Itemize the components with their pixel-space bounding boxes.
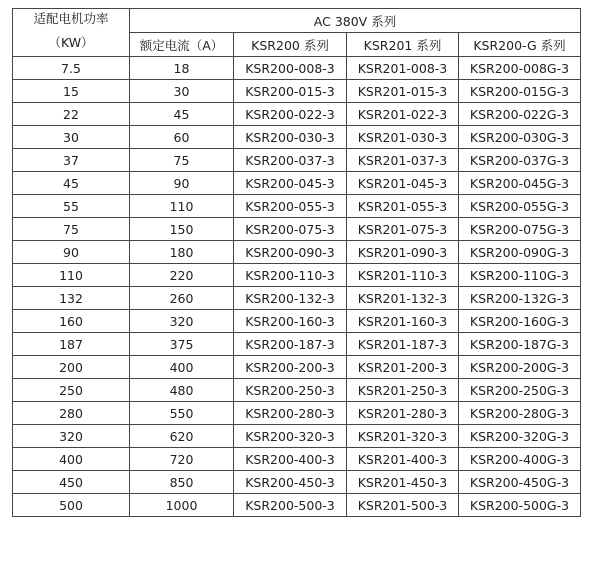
rated-current-cell: 150 (130, 218, 234, 241)
table-row (13, 264, 581, 287)
ksr200-model-cell: KSR200-045-3 (234, 172, 347, 195)
rated-current-cell: 220 (130, 264, 234, 287)
header-row-1 (13, 9, 581, 33)
ksr200g-model-cell: KSR200-008G-3 (459, 57, 581, 80)
ksr201-model-cell: KSR201-187-3 (347, 333, 459, 356)
ksr200g-model-cell: KSR200-022G-3 (459, 103, 581, 126)
table-row (13, 287, 581, 310)
rated-current-cell: 18 (130, 57, 234, 80)
ksr200g-model-cell: KSR200-250G-3 (459, 379, 581, 402)
table-row (13, 218, 581, 241)
ksr200g-model-cell: KSR200-320G-3 (459, 425, 581, 448)
rated-current-cell: 90 (130, 172, 234, 195)
table-header (13, 9, 581, 57)
ksr201-model-cell: KSR201-450-3 (347, 471, 459, 494)
motor-power-cell: 22 (13, 103, 130, 126)
table-row (13, 310, 581, 333)
ksr200g-model-cell: KSR200-132G-3 (459, 287, 581, 310)
ksr201-model-cell: KSR201-280-3 (347, 402, 459, 425)
motor-power-cell: 250 (13, 379, 130, 402)
rated-current-header: 额定电流（A） (130, 33, 234, 57)
ksr200-model-cell: KSR200-055-3 (234, 195, 347, 218)
ksr200-model-cell: KSR200-500-3 (234, 494, 347, 517)
ksr200g-model-cell: KSR200-030G-3 (459, 126, 581, 149)
ksr201-model-cell: KSR201-090-3 (347, 241, 459, 264)
ksr200-model-cell: KSR200-280-3 (234, 402, 347, 425)
rated-current-cell: 850 (130, 471, 234, 494)
motor-power-cell: 320 (13, 425, 130, 448)
ksr201-model-cell: KSR201-037-3 (347, 149, 459, 172)
series-header-ksr200g: KSR200-G 系列 (459, 33, 581, 57)
ksr200g-model-cell: KSR200-075G-3 (459, 218, 581, 241)
series-header-ksr201: KSR201 系列 (347, 33, 459, 57)
rated-current-cell: 180 (130, 241, 234, 264)
ksr200g-model-cell: KSR200-055G-3 (459, 195, 581, 218)
ksr200-model-cell: KSR200-320-3 (234, 425, 347, 448)
rated-current-cell: 1000 (130, 494, 234, 517)
ksr200g-model-cell: KSR200-160G-3 (459, 310, 581, 333)
ksr201-model-cell: KSR201-250-3 (347, 379, 459, 402)
rated-current-cell: 480 (130, 379, 234, 402)
ksr201-model-cell: KSR201-132-3 (347, 287, 459, 310)
rated-current-cell: 375 (130, 333, 234, 356)
motor-power-cell: 500 (13, 494, 130, 517)
table-row (13, 80, 581, 103)
ksr201-model-cell: KSR201-500-3 (347, 494, 459, 517)
ksr200g-model-cell: KSR200-280G-3 (459, 402, 581, 425)
motor-power-cell: 75 (13, 218, 130, 241)
ksr200-model-cell: KSR200-132-3 (234, 287, 347, 310)
motor-power-cell: 200 (13, 356, 130, 379)
rated-current-cell: 320 (130, 310, 234, 333)
ksr201-model-cell: KSR201-320-3 (347, 425, 459, 448)
motor-power-header (13, 9, 130, 57)
ksr201-model-cell: KSR201-110-3 (347, 264, 459, 287)
ksr200g-model-cell: KSR200-015G-3 (459, 80, 581, 103)
motor-power-cell: 187 (13, 333, 130, 356)
table-row (13, 126, 581, 149)
motor-power-cell: 55 (13, 195, 130, 218)
ksr201-model-cell: KSR201-015-3 (347, 80, 459, 103)
ksr200-model-cell: KSR200-450-3 (234, 471, 347, 494)
ksr200-model-cell: KSR200-400-3 (234, 448, 347, 471)
motor-power-cell: 160 (13, 310, 130, 333)
spec-table-wrapper (12, 8, 581, 517)
ksr200-model-cell: KSR200-030-3 (234, 126, 347, 149)
rated-current-cell: 620 (130, 425, 234, 448)
ksr200-model-cell: KSR200-022-3 (234, 103, 347, 126)
table-row (13, 402, 581, 425)
motor-power-cell: 450 (13, 471, 130, 494)
ksr200-model-cell: KSR200-250-3 (234, 379, 347, 402)
motor-power-unit: （KW） (48, 35, 94, 50)
ksr200g-model-cell: KSR200-090G-3 (459, 241, 581, 264)
ksr200g-model-cell: KSR200-187G-3 (459, 333, 581, 356)
ksr201-model-cell: KSR201-160-3 (347, 310, 459, 333)
ksr200-model-cell: KSR200-200-3 (234, 356, 347, 379)
ksr200-model-cell: KSR200-075-3 (234, 218, 347, 241)
motor-power-cell: 37 (13, 149, 130, 172)
motor-power-cell: 45 (13, 172, 130, 195)
ksr201-model-cell: KSR201-400-3 (347, 448, 459, 471)
motor-power-cell: 132 (13, 287, 130, 310)
series-header-ksr200: KSR200 系列 (234, 33, 347, 57)
ksr200-model-cell: KSR200-037-3 (234, 149, 347, 172)
table-row (13, 333, 581, 356)
ksr200g-model-cell: KSR200-200G-3 (459, 356, 581, 379)
table-row (13, 448, 581, 471)
rated-current-cell: 260 (130, 287, 234, 310)
ksr200g-model-cell: KSR200-500G-3 (459, 494, 581, 517)
ksr200g-model-cell: KSR200-037G-3 (459, 149, 581, 172)
motor-power-cell: 7.5 (13, 57, 130, 80)
rated-current-cell: 110 (130, 195, 234, 218)
table-row (13, 195, 581, 218)
table-row (13, 379, 581, 402)
motor-power-cell: 280 (13, 402, 130, 425)
rated-current-cell: 30 (130, 80, 234, 103)
ksr200g-model-cell: KSR200-400G-3 (459, 448, 581, 471)
table-row (13, 172, 581, 195)
rated-current-cell: 45 (130, 103, 234, 126)
motor-power-cell: 400 (13, 448, 130, 471)
table-row (13, 471, 581, 494)
ksr201-model-cell: KSR201-075-3 (347, 218, 459, 241)
ksr200-model-cell: KSR200-090-3 (234, 241, 347, 264)
table-row (13, 103, 581, 126)
ksr200-model-cell: KSR200-015-3 (234, 80, 347, 103)
motor-power-cell: 90 (13, 241, 130, 264)
ksr200g-model-cell: KSR200-110G-3 (459, 264, 581, 287)
motor-power-title: 适配电机功率 (33, 11, 109, 26)
ksr201-model-cell: KSR201-045-3 (347, 172, 459, 195)
rated-current-cell: 400 (130, 356, 234, 379)
ksr200g-model-cell: KSR200-450G-3 (459, 471, 581, 494)
ksr200-model-cell: KSR200-187-3 (234, 333, 347, 356)
ksr201-model-cell: KSR201-030-3 (347, 126, 459, 149)
ksr201-model-cell: KSR201-008-3 (347, 57, 459, 80)
ac-group-header: AC 380V 系列 (130, 9, 581, 33)
table-row (13, 57, 581, 80)
table-row (13, 425, 581, 448)
rated-current-cell: 75 (130, 149, 234, 172)
ksr200-model-cell: KSR200-008-3 (234, 57, 347, 80)
table-row (13, 494, 581, 517)
table-row (13, 356, 581, 379)
table-body (13, 57, 581, 517)
table-row (13, 149, 581, 172)
rated-current-cell: 720 (130, 448, 234, 471)
rated-current-cell: 60 (130, 126, 234, 149)
ksr201-model-cell: KSR201-200-3 (347, 356, 459, 379)
ksr200g-model-cell: KSR200-045G-3 (459, 172, 581, 195)
ksr201-model-cell: KSR201-022-3 (347, 103, 459, 126)
ksr200-model-cell: KSR200-160-3 (234, 310, 347, 333)
ksr201-model-cell: KSR201-055-3 (347, 195, 459, 218)
motor-power-cell: 15 (13, 80, 130, 103)
motor-power-cell: 110 (13, 264, 130, 287)
ksr200-model-cell: KSR200-110-3 (234, 264, 347, 287)
model-spec-table (12, 8, 581, 517)
rated-current-cell: 550 (130, 402, 234, 425)
table-row (13, 241, 581, 264)
motor-power-cell: 30 (13, 126, 130, 149)
